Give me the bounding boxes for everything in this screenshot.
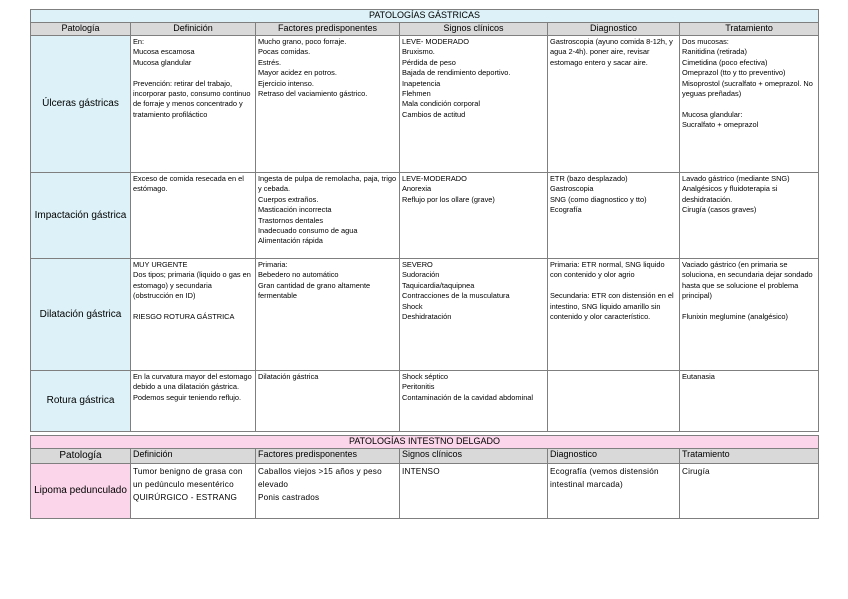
cell-line [682, 302, 816, 312]
cell-line: Mucho grano, poco forraje. [258, 37, 347, 46]
cell-line: QUIRÚRGICO - ESTRANG [133, 493, 238, 502]
cell-line: Cuerpos extraños. [258, 194, 319, 204]
cell-line: Mucosa glandular: [682, 109, 743, 119]
cell-line: Caballos viejos >15 años y peso elevado [258, 467, 382, 489]
cell-line: Eutanasia [682, 372, 715, 381]
cell-line: Bruxismo. [402, 47, 435, 57]
cell-line: Mayor acidez en potros. [258, 68, 337, 78]
cell-line: Inadecuado consumo de agua [258, 226, 358, 236]
header-definition: Definición [131, 23, 256, 36]
cell-line: Ecografía (vemos distensión intestinal marcada) [550, 467, 659, 489]
cell-line [133, 68, 253, 78]
cell-line: Deshidratación [402, 312, 452, 322]
cell-line: Estrés. [258, 57, 281, 67]
cell-line: Cirugía (casos graves) [682, 205, 757, 215]
table-row-dilatacion [31, 259, 819, 371]
header-definition: Definición [131, 449, 256, 464]
header-signs: Signos clínicos [400, 449, 548, 464]
cell-line [550, 281, 677, 291]
cell-line: RIESGO ROTURA GÁSTRICA [133, 312, 235, 322]
definition-cell [131, 464, 256, 519]
definition-cell [131, 371, 256, 432]
gastric-header-row [31, 23, 819, 36]
cell-line: Analgésicos y fluidoterapia si deshidratación. [682, 184, 778, 204]
cell-line: Cirugía [682, 467, 710, 476]
definition-cell [131, 259, 256, 371]
pathology-name: Dilatación gástrica [31, 259, 131, 371]
cell-line: Ejercicio intenso. [258, 78, 314, 88]
cell-line: Alimentación rápida [258, 236, 323, 246]
cell-line: Mala condición corporal [402, 99, 481, 109]
cell-line: Exceso de comida resecada en el estómago. [133, 174, 244, 194]
cell-line: LEVE- MODERADO [402, 37, 469, 46]
header-diagnosis: Diagnostico [548, 23, 680, 36]
pathology-name: Lipoma pedunculado [31, 464, 131, 519]
factors-cell [256, 371, 400, 432]
cell-line: Cimetidina (poco efectiva) [682, 57, 768, 67]
diagnosis-cell [548, 371, 680, 432]
header-pathology: Patología [31, 449, 131, 464]
cell-line: Reflujo por los ollare (grave) [402, 194, 495, 204]
gastric-section-title: PATOLOGÍAS GÁSTRICAS [31, 10, 819, 23]
table-row-lipoma [31, 464, 819, 519]
diagnosis-cell [548, 464, 680, 519]
cell-line: Ponis castrados [258, 493, 320, 502]
cell-line: Tumor benigno de grasa con un pedúnculo mesentérico [133, 467, 243, 489]
treatment-cell [680, 464, 819, 519]
cell-line: Contaminación de la cavidad abdominal [402, 392, 534, 402]
cell-line: INTENSO [402, 467, 440, 476]
cell-line: Misoprostol (sucralfato + omeprazol. No yeguas preñadas) [682, 78, 813, 99]
cell-line: Gran cantidad de grano altamente fermentable [258, 280, 371, 301]
cell-line: Inapetencia [402, 78, 441, 88]
cell-line: Primaria: [258, 260, 288, 269]
cell-line [682, 99, 816, 109]
pathology-name: Úlceras gástricas [31, 36, 131, 173]
cell-line: Podemos seguir teniendo reflujo. [133, 392, 242, 402]
cell-line: Dos tipos; primaria (liquido o gas en estomago) y secundaria (obstrucción en ID) [133, 270, 251, 301]
cell-line: Bajada de rendimiento deportivo. [402, 68, 511, 78]
treatment-cell [680, 36, 819, 173]
signs-cell [400, 464, 548, 519]
cell-line: Peritonitis [402, 382, 435, 392]
header-pathology: Patología [31, 23, 131, 36]
cell-line: Trastornos dentales [258, 215, 324, 225]
signs-cell [400, 259, 548, 371]
cell-line: Shock [402, 301, 423, 311]
header-factors: Factores predisponentes [256, 23, 400, 36]
diagnosis-cell [548, 173, 680, 259]
gastric-pathologies-table [30, 9, 819, 432]
diagnosis-cell [548, 259, 680, 371]
signs-cell [400, 173, 548, 259]
cell-line: Cambios de actitud [402, 109, 466, 119]
signs-cell [400, 36, 548, 173]
cell-line: Lavado gástrico (mediante SNG) [682, 174, 790, 183]
cell-line: Pérdida de peso [402, 57, 456, 67]
cell-line: Prevención: retirar del trabajo, incorporar pasto, consumo continuo de forraje y menos concentrado y tratamiento profiláctico [133, 78, 251, 119]
cell-line: Omeprazol (tto y tto preventivo) [682, 68, 786, 78]
cell-line: Contracciones de la musculatura [402, 291, 510, 301]
cell-line: Ecografía [550, 205, 582, 215]
cell-line: SNG (como diagnostico y tto) [550, 194, 647, 204]
factors-cell [256, 259, 400, 371]
factors-cell [256, 173, 400, 259]
cell-line: Gastroscopia (ayuno comida 8-12h, y agua 2-4h). poner aire, revisar estomago entero y sacar aire. [550, 37, 673, 67]
table-row-impactacion [31, 173, 819, 259]
cell-line: Dilatación gástrica [258, 372, 319, 381]
cell-line: LEVE-MODERADO [402, 174, 467, 183]
factors-cell [256, 36, 400, 173]
cell-line: Primaria: ETR normal, SNG liquido con contenido y olor agrio [550, 260, 665, 280]
treatment-cell [680, 371, 819, 432]
pathology-name: Impactación gástrica [31, 173, 131, 259]
cell-line: Taquicardia/taquipnea [402, 280, 475, 290]
header-treatment: Tratamiento [680, 23, 819, 36]
cell-line: Mucosa glandular [133, 57, 192, 67]
small-intestine-pathologies-table [30, 435, 819, 519]
cell-line: Sucralfato + omeprazol [682, 120, 759, 130]
cell-line: Shock séptico [402, 372, 449, 381]
cell-line: SEVERO [402, 260, 433, 269]
cell-line: ETR (bazo desplazado) [550, 174, 628, 183]
cell-line: Ingesta de pulpa de remolacha, paja, trigo y cebada. [258, 174, 397, 194]
table-row-rotura [31, 371, 819, 432]
header-signs: Signos clínicos [400, 23, 548, 36]
cell-line: Anorexia [402, 184, 432, 194]
cell-line: Secundaria: ETR con distensión en el intestino, SNG liquido amarillo sin contenido y olor característico. [550, 291, 674, 322]
signs-cell [400, 371, 548, 432]
cell-line: Sudoración [402, 270, 440, 280]
cell-line: Mucosa escamosa [133, 47, 195, 57]
cell-line: Gastroscopia [550, 184, 594, 194]
cell-line: Flunixin meglumine (analgésico) [682, 312, 788, 322]
diagnosis-cell [548, 36, 680, 173]
cell-line: Pocas comidas. [258, 47, 311, 57]
cell-line: Bebedero no automático [258, 270, 339, 280]
pathology-name: Rotura gástrica [31, 371, 131, 432]
cell-line: Retraso del vaciamiento gástrico. [258, 89, 368, 99]
cell-line: En: [133, 37, 145, 46]
cell-line: MUY URGENTE [133, 260, 188, 269]
factors-cell [256, 464, 400, 519]
cell-line: En la curvatura mayor del estomago debido a una dilatación gástrica. [133, 372, 252, 392]
table-row-ulceras [31, 36, 819, 173]
definition-cell [131, 173, 256, 259]
cell-line [133, 302, 253, 312]
definition-cell [131, 36, 256, 173]
header-treatment: Tratamiento [680, 449, 819, 464]
cell-line: Ranitidina (retirada) [682, 47, 747, 57]
cell-line: Masticación incorrecta [258, 205, 332, 215]
header-diagnosis: Diagnostico [548, 449, 680, 464]
cell-line: Dos mucosas: [682, 37, 729, 46]
cell-line: Flehmen [402, 89, 431, 99]
treatment-cell [680, 173, 819, 259]
intestine-header-row [31, 449, 819, 464]
intestine-section-title: PATOLOGÍAS INTESTNO DELGADO [31, 436, 819, 449]
treatment-cell [680, 259, 819, 371]
header-factors: Factores predisponentes [256, 449, 400, 464]
cell-line: Vaciado gástrico (en primaria se soluciona, en secundaria dejar sondado hasta que se solucione el problema principal) [682, 260, 813, 301]
